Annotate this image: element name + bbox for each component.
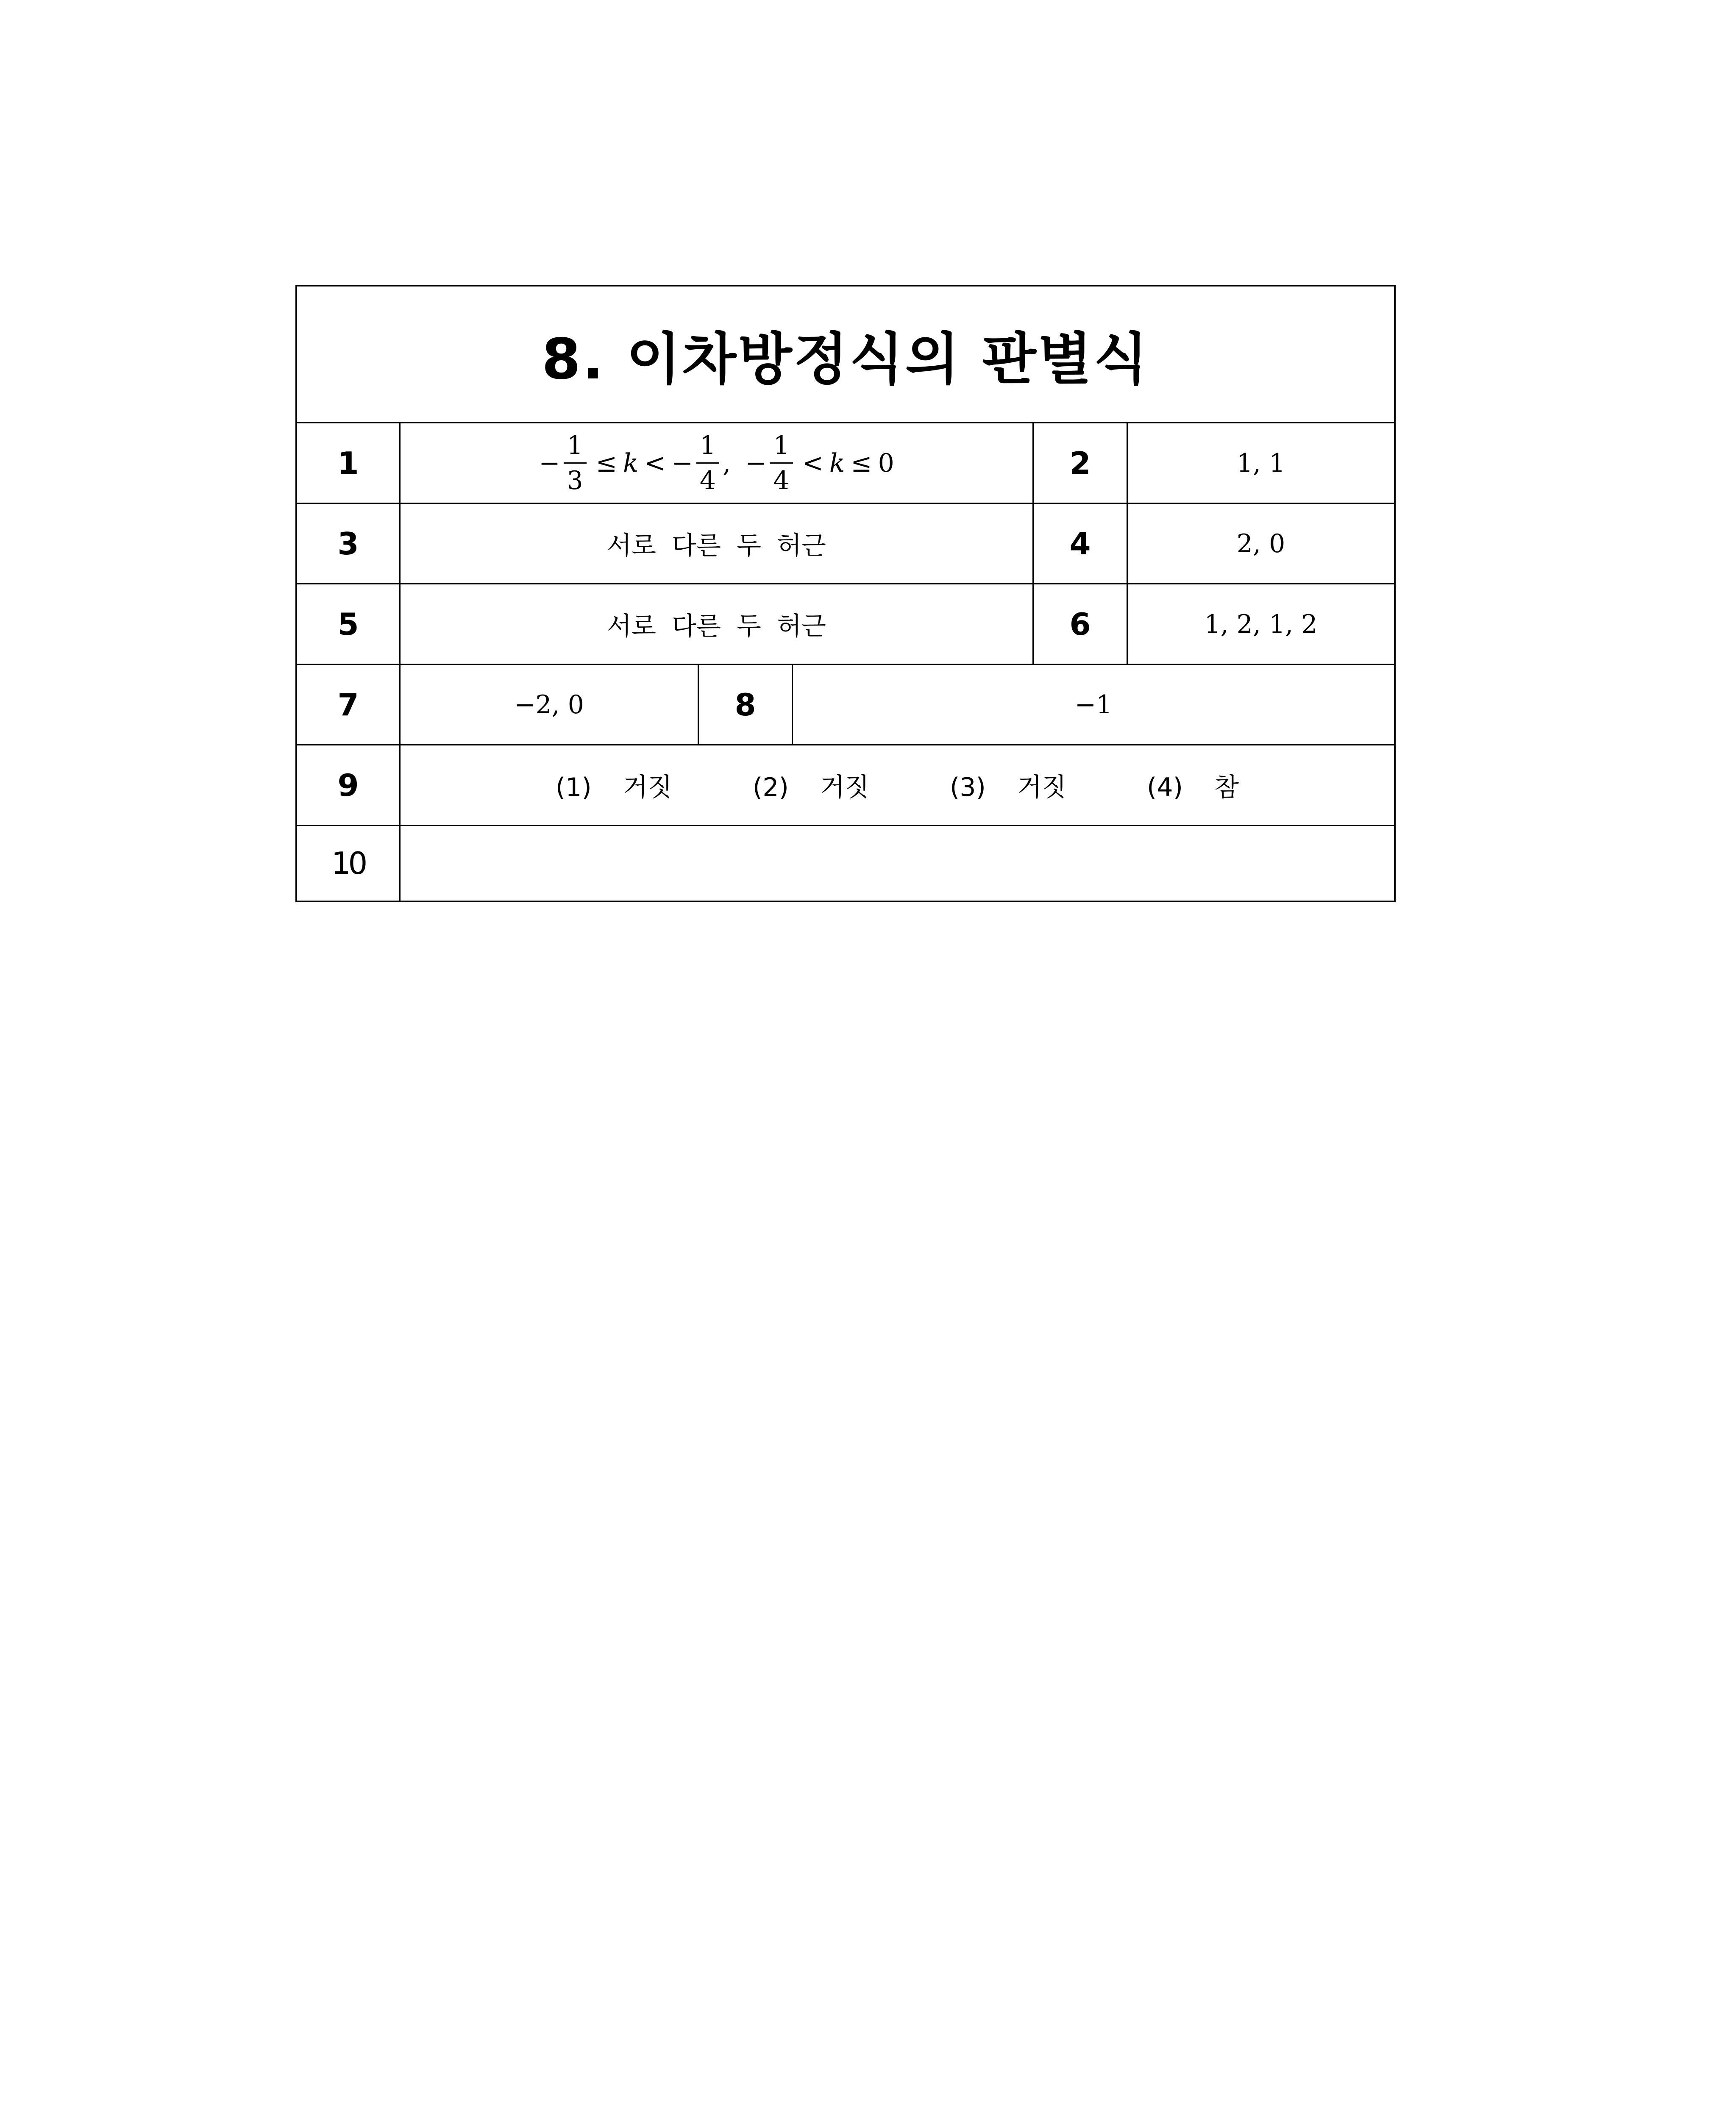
answer-10 bbox=[401, 826, 1394, 901]
answer-9-part-4: (4) 참 bbox=[1147, 772, 1239, 802]
question-number-2: 2 bbox=[1034, 423, 1128, 504]
variable-k: k bbox=[829, 448, 845, 478]
denominator: 4 bbox=[770, 462, 793, 493]
answer-9-part-3: (3) 거짓 bbox=[949, 772, 1067, 802]
question-number-1: 1 bbox=[297, 423, 401, 504]
comma: , bbox=[723, 448, 731, 478]
minus-sign: − bbox=[745, 448, 767, 478]
answer-4: 2, 0 bbox=[1128, 504, 1394, 584]
numerator: 1 bbox=[773, 431, 790, 460]
answer-7: −2, 0 bbox=[401, 665, 699, 745]
minus-sign: − bbox=[539, 448, 560, 478]
le-sign: ≤ bbox=[851, 448, 872, 478]
answer-9 bbox=[401, 745, 1394, 826]
question-number-6: 6 bbox=[1034, 584, 1128, 665]
answer-9-part-2: (2) 거짓 bbox=[752, 772, 869, 802]
question-number-9: 9 bbox=[297, 745, 401, 826]
answer-9-part-1: (1) 거짓 bbox=[555, 772, 672, 802]
answer-2: 1, 1 bbox=[1128, 423, 1394, 504]
fraction-one-fourth bbox=[770, 433, 793, 493]
le-sign: ≤ bbox=[595, 448, 617, 478]
answer-table bbox=[295, 285, 1396, 902]
fraction-one-third bbox=[564, 433, 587, 493]
lt-sign: < bbox=[644, 448, 666, 478]
answer-3: 서로 다른 두 허근 bbox=[401, 504, 1034, 584]
answer-1 bbox=[401, 423, 1034, 504]
true-false-list bbox=[556, 767, 1239, 804]
answer-5: 서로 다른 두 허근 bbox=[401, 584, 1034, 665]
question-number-8: 8 bbox=[699, 665, 793, 745]
question-number-4: 4 bbox=[1034, 504, 1128, 584]
answer-6: 1, 2, 1, 2 bbox=[1128, 584, 1394, 665]
denominator: 3 bbox=[564, 462, 587, 493]
lt-sign: < bbox=[802, 448, 823, 478]
page-title: 8. 이차방정식의 판별식 bbox=[297, 286, 1394, 423]
question-number-10: 10 bbox=[297, 826, 401, 901]
question-number-7: 7 bbox=[297, 665, 401, 745]
numerator: 1 bbox=[567, 431, 583, 460]
question-number-3: 3 bbox=[297, 504, 401, 584]
minus-sign: − bbox=[671, 448, 693, 478]
numerator: 1 bbox=[699, 431, 716, 460]
question-number-5: 5 bbox=[297, 584, 401, 665]
fraction-one-fourth bbox=[696, 433, 719, 493]
variable-k: k bbox=[623, 448, 639, 478]
denominator: 4 bbox=[696, 462, 719, 493]
answer-8: −1 bbox=[793, 665, 1394, 745]
answer-1-expression bbox=[539, 433, 894, 493]
zero: 0 bbox=[878, 448, 894, 478]
